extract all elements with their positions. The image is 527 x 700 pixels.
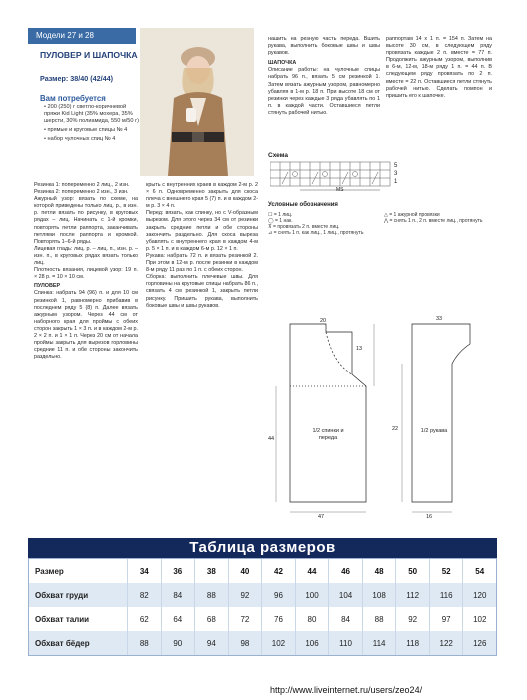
legend-list <box>268 212 380 236</box>
table-cell: 54 <box>462 559 496 583</box>
legend-list-2 <box>384 212 496 224</box>
paragraph: нашить на резную часть переда. Вшить рукава, выполнить боковые швы и швы рукавов. <box>268 36 380 57</box>
row-label: Размер <box>35 566 64 576</box>
paragraph: Перед: вязать, как спинку, но с V-образным вырезом. Для этого через 34 см от резинки закрыть средние петли и обе стороны закончить раздельно. Для скоса выреза убавлять с внутреннего края в каждом 4-м р. 5 × 1 п. и в каждом 6-м р. 12 × 1 п. <box>146 210 258 252</box>
instructions-column-3 <box>268 36 380 117</box>
table-cell: 100 <box>295 583 329 607</box>
table-cell: 46 <box>328 559 362 583</box>
model-photo <box>140 28 254 176</box>
paragraph: крыть с внутренних краев в каждом 2-м р. 2 × 6 п. Одновременно закрыть для скоса плеча с внешнего края 5 (7) п. и в каждом 2-м р. 3 × 4 п. <box>146 182 258 210</box>
pattern-label: 1/2 рукава <box>420 428 448 434</box>
table-cell: 102 <box>261 631 295 655</box>
pattern-sleeve-drawing <box>392 316 492 522</box>
pattern-front-back <box>268 316 388 522</box>
table-cell: 114 <box>362 631 396 655</box>
paragraph: Описание работы: на чулочные спицы набрать 96 п., вязать 5 см резинкой 1. Затем вязать ажурным узором, равномерно убавляя в 1-м р. 18 п. При высоте 18 см от резинки через каждые 3 ряда убавлять по 1 п. в каждой части. Оставшиеся петли стянуть рабочей нитью. <box>268 67 380 116</box>
table-cell: 118 <box>395 631 429 655</box>
table-cell: 97 <box>429 607 463 631</box>
table-cell: 40 <box>228 559 262 583</box>
table-cell: 42 <box>261 559 295 583</box>
section-heading: ПУЛОВЕР <box>34 283 61 290</box>
models-badge: Модели 27 и 28 <box>28 28 136 44</box>
table-cell: 48 <box>362 559 396 583</box>
table-cell: 98 <box>228 631 262 655</box>
legend-item: ◯ = 1 нак. <box>268 218 293 224</box>
table-cell: 94 <box>194 631 228 655</box>
table-cell: 92 <box>395 607 429 631</box>
size-table-body <box>28 558 497 656</box>
row-number: 3 <box>394 171 398 177</box>
woman-figure-illustration <box>140 28 254 176</box>
scheme-title: Схема <box>268 152 289 159</box>
instructions-column-4 <box>386 36 492 100</box>
instructions-column-1 <box>34 182 138 361</box>
dim-label: 47 <box>318 514 325 520</box>
table-cell: 36 <box>161 559 195 583</box>
table-cell: 102 <box>462 607 496 631</box>
table-cell: 72 <box>228 607 262 631</box>
table-cell: 96 <box>261 583 295 607</box>
row-label: Обхват талии <box>35 614 90 624</box>
table-cell: 84 <box>328 607 362 631</box>
row-number: 1 <box>394 179 398 185</box>
material-item: • 200 (250) г светло-коричневой пряжи Kid Light (35% мохера, 35% шерсти, 30% полиамида, 550 м/50 г) <box>44 104 139 124</box>
table-cell: 68 <box>194 607 228 631</box>
table-cell: 44 <box>295 559 329 583</box>
table-cell: 126 <box>462 631 496 655</box>
table-cell: 108 <box>362 583 396 607</box>
pattern-sleeve <box>392 316 492 522</box>
table-cell: 62 <box>127 607 161 631</box>
paragraph: раппортам 14 х 1 п. = 154 п. Затем на высоте 30 см, в следующем ряду провязать каждые 2 п. вместе = 77 п. Продолжить ажурным узором, выполнив в 6-м, 12-м, 18-м ряду 1 п. = 44 п. В следующем ряду провязать по 2 п. вместе = 22 п. Оставшиеся петли стянуть рабочей нитью. Сделать помпон и пришить его к шапочке. <box>386 36 492 99</box>
table-cell: 112 <box>395 583 429 607</box>
dim-label: 16 <box>426 514 433 520</box>
materials-heading: Вам потребуется <box>40 94 106 103</box>
table-cell: 76 <box>261 607 295 631</box>
table-row <box>29 631 496 655</box>
paragraph: Резинка 1: попеременно 2 лиц., 2 изн. <box>34 182 130 188</box>
pattern-front-back-drawing <box>268 316 388 522</box>
table-cell: 64 <box>161 607 195 631</box>
table-cell: 82 <box>127 583 161 607</box>
chart-row-numbers <box>394 162 397 186</box>
knitting-chart <box>270 160 410 196</box>
paragraph: Лицевая гладь: лиц. р. – лиц. п., изн. р. – изн. п., в круговых рядах вязать только лиц. <box>34 245 138 267</box>
dim-label: 44 <box>268 436 275 442</box>
table-cell: 88 <box>194 583 228 607</box>
table-cell: 52 <box>429 559 463 583</box>
legend-item: ⊿ = снять 1 п. как лиц., 1 лиц., протянуть <box>268 230 364 236</box>
paragraph: Плотность вязания, лицевой узор: 19 п. × 28 р. = 10 × 10 см. <box>34 267 138 281</box>
paragraph: Спинка: набрать 94 (96) п. и для 10 см резинкой 1, равномерно прибавив в последнем ряду 5 (8) п. Далее вязать ажурным узором. Через 44 см от наборного края для проймы с обеих сторон закрыть 1 × 3 п. и в каждом 2-м р. 2 × 2 п. и 1 × 1 п. Через 20 см от начала проймы закрыть для вырезов горловины средние 11 п. и обе стороны закончить раздельно. <box>34 290 138 361</box>
material-item: • набор чулочных спиц № 4 <box>44 136 116 142</box>
page-title: ПУЛОВЕР И ШАПОЧКА <box>40 50 138 60</box>
row-label: Обхват бёдер <box>35 638 90 648</box>
source-url[interactable]: http://www.liveinternet.ru/users/zeo24/ <box>270 685 423 695</box>
paragraph: Ажурный узор: вязать по схеме, на которой приведены только лиц. р., в изн. р. петли вязать по рисунку, в круговых рядах – лиц. Начинать с 1-й кромки, повторять петли раппорта, заканчивать петлями после раппорта и кромкой. Повторять 1–6-й ряды. <box>34 196 138 245</box>
table-cell: 88 <box>362 607 396 631</box>
table-cell: 92 <box>228 583 262 607</box>
table-cell: 104 <box>328 583 362 607</box>
table-cell: 106 <box>295 631 329 655</box>
size-line: Размер: 38/40 (42/44) <box>40 74 114 83</box>
row-number: 5 <box>394 163 398 169</box>
materials-list <box>44 104 142 143</box>
paragraph: Рукава: набрать 72 п. и вязать резинкой 2. При этом в 12-м р. после резинки в каждом 8-м ряду 11 раз по 1 п. с обеих сторон. <box>146 252 258 274</box>
dim-label: 20 <box>320 318 327 324</box>
table-cell: 34 <box>127 559 161 583</box>
paragraph: Резинка 2: попеременно 2 изн., 3 изн. <box>34 189 129 196</box>
legend-item: ⋀ = снять 1 п., 2 п. вместе лиц., протянуть <box>384 218 483 224</box>
legend-item: ⊼ = провязать 2 п. вместе лиц. <box>268 224 340 230</box>
section-heading: ШАПОЧКА <box>268 60 297 67</box>
legend-title: Условные обозначения <box>268 202 338 208</box>
size-table <box>28 538 497 662</box>
instructions-column-2 <box>146 182 258 310</box>
paragraph: Сборка: выполнить плечевые швы. Для горловины на круговые спицы набрать 86 п., связать 4 см резинкой 1, закрыть петли рисунку. Пришить рукава, выполнить боковые швы и швы рукавов. <box>146 274 258 309</box>
table-cell: 122 <box>429 631 463 655</box>
legend-item: ☐ = 1 лиц. <box>268 212 293 218</box>
dim-label: 33 <box>436 316 443 322</box>
table-row <box>29 583 496 607</box>
legend-item: △ = 1 ажурной провязки <box>384 212 440 218</box>
material-item: • прямые и круговые спицы № 4 <box>44 127 128 133</box>
table-row <box>29 559 496 583</box>
table-cell: 110 <box>328 631 362 655</box>
table-cell: 84 <box>161 583 195 607</box>
row-label: Обхват груди <box>35 590 89 600</box>
size-table-title: Таблица размеров <box>28 538 497 558</box>
table-cell: 120 <box>462 583 496 607</box>
table-row <box>29 607 496 631</box>
rapport-label: МS <box>336 187 344 193</box>
dim-label: 13 <box>356 346 363 352</box>
table-cell: 116 <box>429 583 463 607</box>
table-cell: 50 <box>395 559 429 583</box>
dim-label: 22 <box>392 426 399 432</box>
table-cell: 88 <box>127 631 161 655</box>
pattern-label: 1/2 спинки и переда <box>312 428 344 441</box>
table-cell: 38 <box>194 559 228 583</box>
table-cell: 80 <box>295 607 329 631</box>
table-cell: 90 <box>161 631 195 655</box>
